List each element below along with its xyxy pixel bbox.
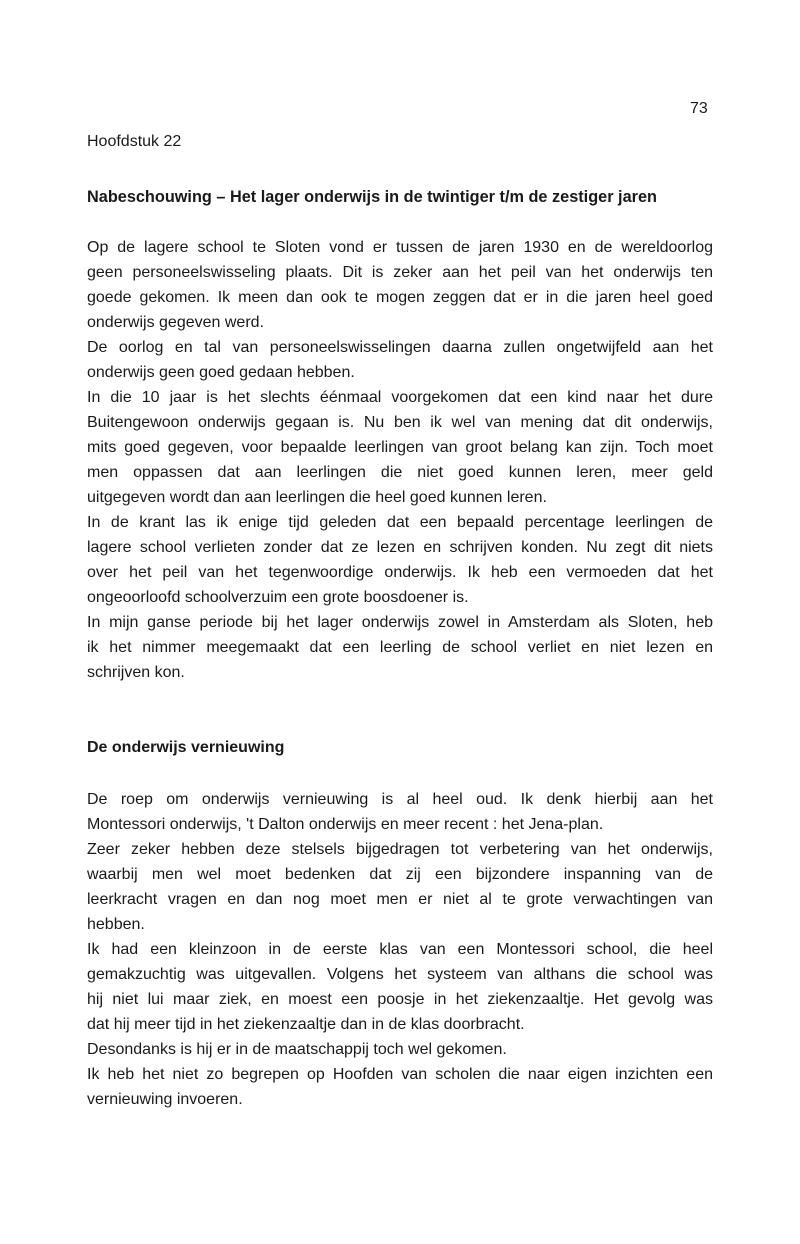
text-line: waarbij men wel moet bedenken dat zij een bijzondere inspanning van de [87,866,713,883]
text-line: uitgegeven wordt dan aan leerlingen die heel goed kunnen leren. [87,489,547,506]
chapter-label: Hoofdstuk 22 [87,133,182,150]
paragraph [87,787,713,837]
paragraph [87,837,713,937]
text-line: vernieuwing invoeren. [87,1091,243,1108]
text-line: hij niet lui maar ziek, en moest een poosje in het ziekenzaaltje. Het gevolg was [87,991,713,1008]
paragraph [87,510,713,610]
text-line: dat hij meer tijd in het ziekenzaaltje dan in de klas doorbracht. [87,1016,525,1033]
section-heading: De onderwijs vernieuwing [87,739,285,756]
text-line: onderwijs gegeven werd. [87,314,264,331]
text-line: hebben. [87,916,145,933]
section-body-nabeschouwing [87,235,713,685]
text-line: men oppassen dat aan leerlingen die niet goed kunnen leren, meer geld [87,464,713,481]
text-line: lagere school verlieten zonder dat ze lezen en schrijven konden. Nu zegt dit niets [87,539,713,556]
text-line: over het peil van het tegenwoordige onderwijs. Ik heb een vermoeden dat het [87,564,713,581]
text-line: In die 10 jaar is het slechts éénmaal voorgekomen dat een kind naar het dure [87,389,713,406]
paragraph [87,1062,713,1112]
text-line: De oorlog en tal van personeelswisselingen daarna zullen ongetwijfeld aan het [87,339,713,356]
paragraph [87,385,713,510]
text-line: geen personeelswisseling plaats. Dit is zeker aan het peil van het onderwijs ten [87,264,713,281]
page-title: Nabeschouwing – Het lager onderwijs in de twintiger t/m de zestiger jaren [87,188,657,206]
text-line: In mijn ganse periode bij het lager onderwijs zowel in Amsterdam als Sloten, heb [87,614,713,631]
text-line: schrijven kon. [87,664,185,681]
text-line: gemakzuchtig was uitgevallen. Volgens het systeem van althans die school was [87,966,713,983]
section-body-vernieuwing [87,787,713,1112]
paragraph [87,1037,713,1062]
text-line: In de krant las ik enige tijd geleden dat een bepaald percentage leerlingen de [87,514,713,531]
paragraph [87,335,713,385]
text-line: Desondanks is hij er in de maatschappij toch wel gekomen. [87,1041,507,1058]
text-line: ik het nimmer meegemaakt dat een leerling de school verliet en niet lezen en [87,639,713,656]
text-line: Zeer zeker hebben deze stelsels bijgedragen tot verbetering van het onderwijs, [87,841,713,858]
paragraph [87,937,713,1037]
paragraph [87,610,713,685]
text-line: onderwijs geen goed gedaan hebben. [87,364,355,381]
text-line: Ik had een kleinzoon in de eerste klas van een Montessori school, die heel [87,941,713,958]
text-line: ongeoorloofd schoolverzuim een grote boosdoener is. [87,589,469,606]
text-line: goede gekomen. Ik meen dan ook te mogen zeggen dat er in die jaren heel goed [87,289,713,306]
text-line: Ik heb het niet zo begrepen op Hoofden van scholen die naar eigen inzichten een [87,1066,713,1083]
page-number: 73 [690,100,708,117]
text-line: Op de lagere school te Sloten vond er tussen de jaren 1930 en de wereldoorlog [87,239,713,256]
text-line: Montessori onderwijs, 't Dalton onderwijs en meer recent : het Jena-plan. [87,816,604,833]
paragraph [87,235,713,335]
text-line: leerkracht vragen en dan nog moet men er niet al te grote verwachtingen van [87,891,713,908]
text-line: Buitengewoon onderwijs gegaan is. Nu ben ik wel van mening dat dit onderwijs, [87,414,713,431]
text-line: mits goed gegeven, voor bepaalde leerlingen van groot belang kan zijn. Toch moet [87,439,713,456]
text-line: De roep om onderwijs vernieuwing is al heel oud. Ik denk hierbij aan het [87,791,713,808]
